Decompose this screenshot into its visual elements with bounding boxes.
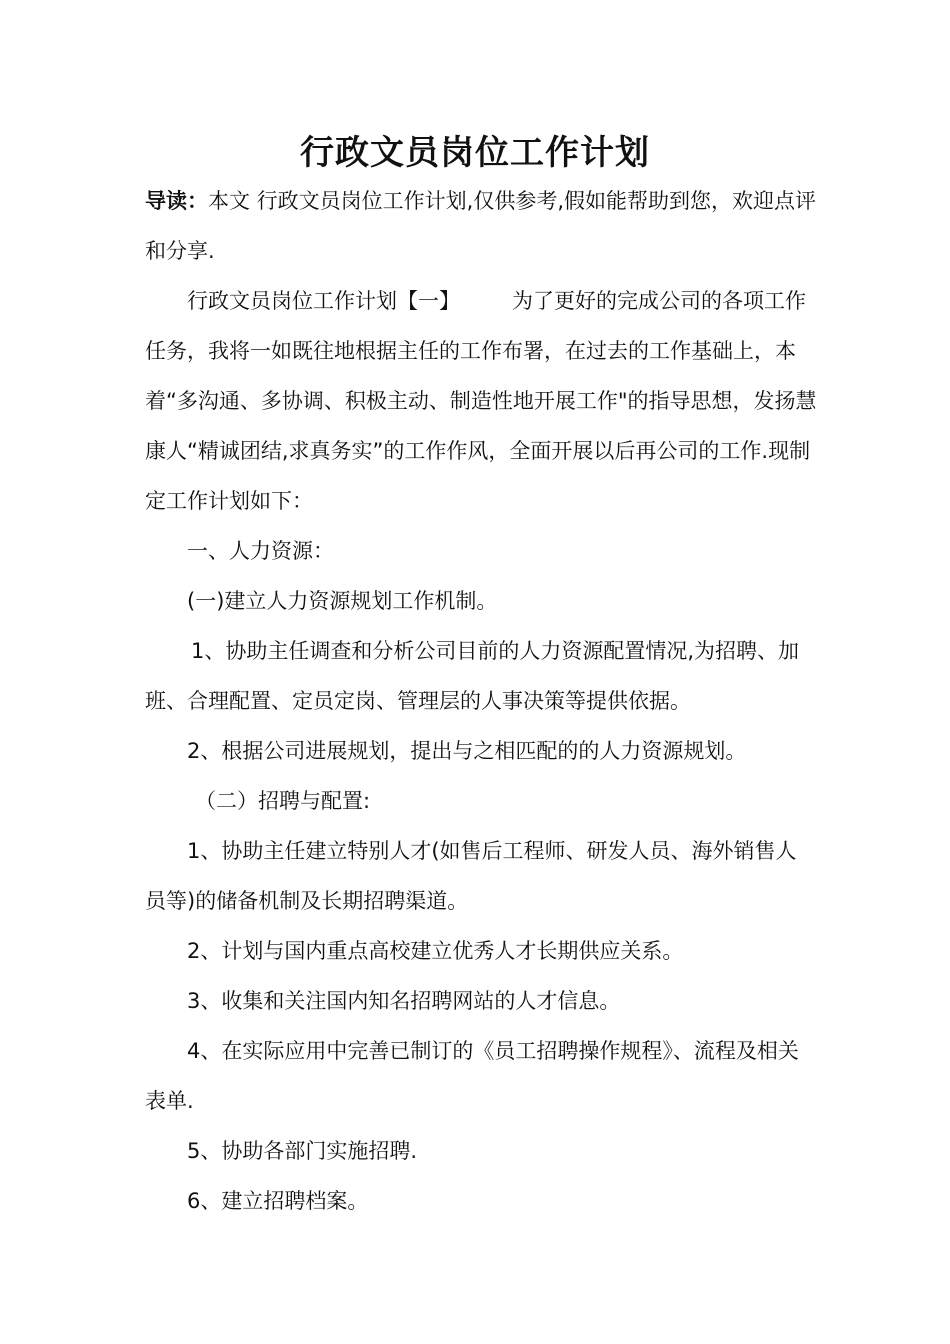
lead-paragraph: [145, 176, 817, 276]
intro-text: 为了更好的完成公司的各项工作任务，我将一如既往地根据主任的工作布署，在过去的工作基础上，本着“多沟通、多协调、积极主动、制造性地开展工作"的指导思想，发扬慧康人“精诚团结,求真务实”的工作作风，全面开展以后再公司的工作.现制定工作计划如下：: [145, 289, 817, 513]
lead-label: 导读：: [145, 189, 208, 213]
part1-sub2-item5: 5、协助各部门实施招聘.: [187, 1139, 418, 1163]
section-heading: 行政文员岗位工作计划【一】: [187, 289, 460, 313]
intro-paragraph: [145, 276, 817, 526]
part1-sub1: (一)建立人力资源规划工作机制。: [187, 589, 498, 613]
part1-item2: 2、根据公司进展规划，提出与之相匹配的的人力资源规划。: [187, 739, 747, 763]
document-body: [145, 176, 817, 1226]
part1-sub2-item1: 1、协助主任建立特别人才(如售后工程师、研发人员、海外销售人员等)的储备机制及长期招聘渠道。: [145, 839, 797, 913]
part1-sub2-item3: 3、收集和关注国内知名招聘网站的人才信息。: [187, 989, 621, 1013]
part1-sub2-item2: 2、计划与国内重点高校建立优秀人才长期供应关系。: [187, 939, 684, 963]
part1-sub2: （二）招聘与配置:: [195, 789, 371, 813]
part1-item1: 1、协助主任调查和分析公司目前的人力资源配置情况,为招聘、加班、合理配置、定员定岗、管理层的人事决策等提供依据。: [145, 639, 800, 713]
lead-text: 本文 行政文员岗位工作计划,仅供参考,假如能帮助到您，欢迎点评和分享.: [145, 189, 817, 263]
part1-heading: 一、人力资源：: [187, 539, 334, 563]
document-title: 行政文员岗位工作计划: [300, 133, 650, 173]
part1-sub2-item6: 6、建立招聘档案。: [187, 1189, 369, 1213]
part1-sub2-item4: 4、在实际应用中完善已制订的《员工招聘操作规程》、流程及相关表单.: [145, 1039, 799, 1113]
